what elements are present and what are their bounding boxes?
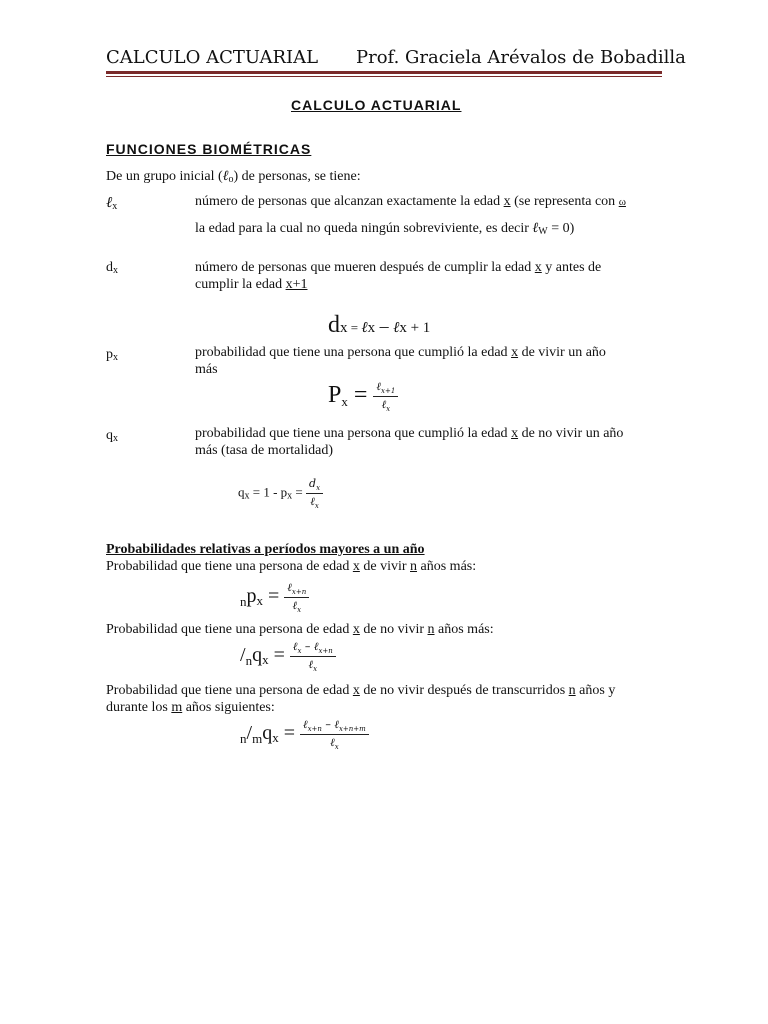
lx-symbol: ℓ$_x$ <box>106 193 118 212</box>
nmqx-formula: $_n/_mqx$ = $\frac{\ell_{x+n} - \ell_{x+n+m}}{\ell_x}$ <box>240 718 369 751</box>
px-fraction: $\frac{\ell_{x+1}}{\ell_x}$ <box>373 380 398 413</box>
header-left: CALCULO ACTUARIAL <box>106 47 319 68</box>
nmqx-fraction: $\frac{\ell_{x+n} - \ell_{x+n+m}}{\ell_x}$ <box>300 718 369 751</box>
intro-text: De un grupo inicial (ℓ$_o$) de personas, se tiene: <box>106 168 361 185</box>
header-right: Prof. Graciela Arévalos de Bobadilla <box>356 47 686 68</box>
px-symbol: $p_x$ <box>106 347 118 363</box>
px-desc-line1: probabilidad que tiene una persona que cumplió la edad x de vivir un año <box>195 345 606 360</box>
section-title-biometricas: FUNCIONES BIOMÉTRICAS <box>106 141 312 157</box>
prob-line3: Probabilidad que tiene una persona de edad x de no vivir después de transcurridos n años y <box>106 683 616 698</box>
qx-symbol: $q_x$ <box>106 428 118 444</box>
qx-desc-line2: más (tasa de mortalidad) <box>195 443 334 458</box>
prob-line2: Probabilidad que tiene una persona de edad x de no vivir n años más: <box>106 622 494 637</box>
dx-desc-line2: cumplir la edad x+1 <box>195 277 308 292</box>
header-rule-thick <box>106 71 662 74</box>
dx-formula: dx = ℓx – ℓx + 1 <box>328 312 431 338</box>
header-rule-thin <box>106 76 662 77</box>
npx-fraction: $\frac{\ell_{x+n}}{\ell_x}$ <box>284 581 309 614</box>
lx-desc-line1: número de personas que alcanzan exactamente la edad x (se representa con ω <box>195 194 626 209</box>
qx-formula: $q_x = 1 - p_x$ = $\frac{d_x}{\ell_x}$ <box>238 477 323 510</box>
dx-symbol: $d_x$ <box>106 260 118 276</box>
nqx-fraction: $\frac{\ell_x - \ell_{x+n}}{\ell_x}$ <box>290 640 336 673</box>
px-desc-line2: más <box>195 362 218 377</box>
prob-line1: Probabilidad que tiene una persona de edad x de vivir n años más: <box>106 559 477 574</box>
lx-desc-line2: la edad para la cual no queda ningún sobreviviente, es decir ℓ$_W$ = 0) <box>195 220 575 237</box>
npx-formula: $_n$px = $\frac{\ell_{x+n}}{\ell_x}$ <box>240 581 309 614</box>
prob-line4: durante los m años siguientes: <box>106 700 275 715</box>
section-title-probabilidades: Probabilidades relativas a períodos mayores a un año <box>106 542 425 557</box>
px-formula: Px = $\frac{\ell_{x+1}}{\ell_x}$ <box>328 380 398 413</box>
doc-title: CALCULO ACTUARIAL <box>291 97 462 113</box>
dx-desc-line1: número de personas que mueren después de cumplir la edad x y antes de <box>195 260 602 275</box>
nqx-formula: $/_nqx$ = $\frac{\ell_x - \ell_{x+n}}{\ell_x}$ <box>240 640 336 673</box>
qx-fraction: $\frac{d_x}{\ell_x}$ <box>306 477 323 510</box>
qx-desc-line1: probabilidad que tiene una persona que cumplió la edad x de no vivir un año <box>195 426 624 441</box>
